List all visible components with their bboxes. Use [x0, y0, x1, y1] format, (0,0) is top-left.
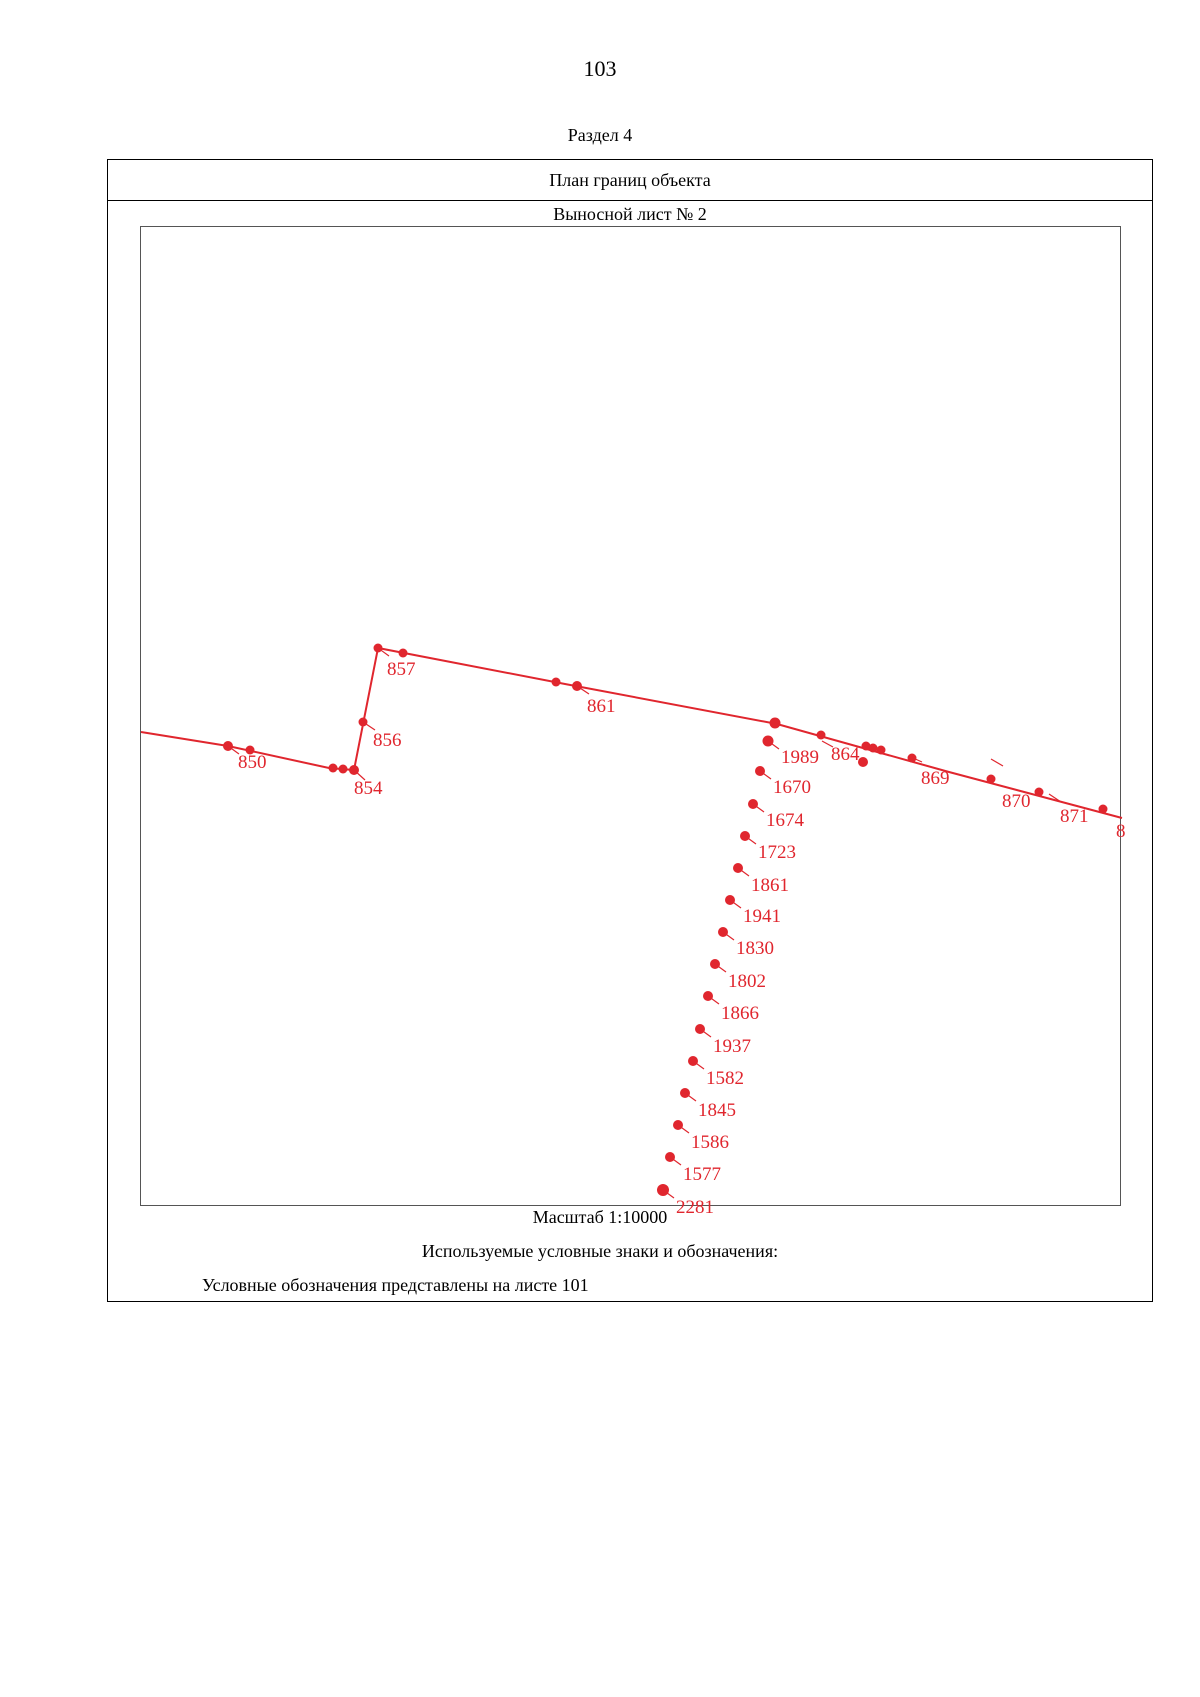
- point-label: 1861: [751, 875, 789, 896]
- page-number: 103: [583, 56, 617, 81]
- point-label: 864: [831, 744, 860, 765]
- plan-header: План границ объекта: [108, 160, 1152, 201]
- main-boundary-line: [141, 648, 1122, 818]
- sheet-title: Выносной лист № 2: [553, 204, 707, 224]
- map-scale: Масштаб 1:10000: [532, 1207, 668, 1227]
- point-label: 1674: [766, 810, 804, 831]
- point-label: 1670: [773, 777, 811, 798]
- point-label: 1845: [698, 1100, 736, 1121]
- point-label: 857: [387, 659, 416, 680]
- point-label: 871: [1060, 806, 1089, 827]
- legend-title: Используемые условные знаки и обозначения:: [421, 1241, 779, 1261]
- point-label: 850: [238, 752, 267, 773]
- point-label: 1802: [728, 971, 766, 992]
- point-label: 870: [1002, 791, 1031, 812]
- point-label: 1941: [743, 906, 781, 927]
- label-leaders: [228, 648, 1061, 1198]
- point-label: 1577: [683, 1164, 721, 1185]
- point-label: 2281: [676, 1197, 714, 1218]
- point-label: 1586: [691, 1132, 729, 1153]
- point-label: 1723: [758, 842, 796, 863]
- point-label: 869: [921, 768, 950, 789]
- point-label: 856: [373, 730, 402, 751]
- point-label: 1866: [721, 1003, 759, 1024]
- legend-note: Условные обозначения представлены на листе 101: [202, 1275, 589, 1295]
- point-label: 1830: [736, 938, 774, 959]
- branch-points: [657, 736, 774, 1197]
- section-title: Раздел 4: [567, 125, 633, 145]
- point-label: 854: [354, 778, 383, 799]
- point-label: 1937: [713, 1036, 751, 1057]
- point-label: 1989: [781, 747, 819, 768]
- point-label: 861: [587, 696, 616, 717]
- point-label: 8: [1116, 821, 1126, 842]
- point-label: 1582: [706, 1068, 744, 1089]
